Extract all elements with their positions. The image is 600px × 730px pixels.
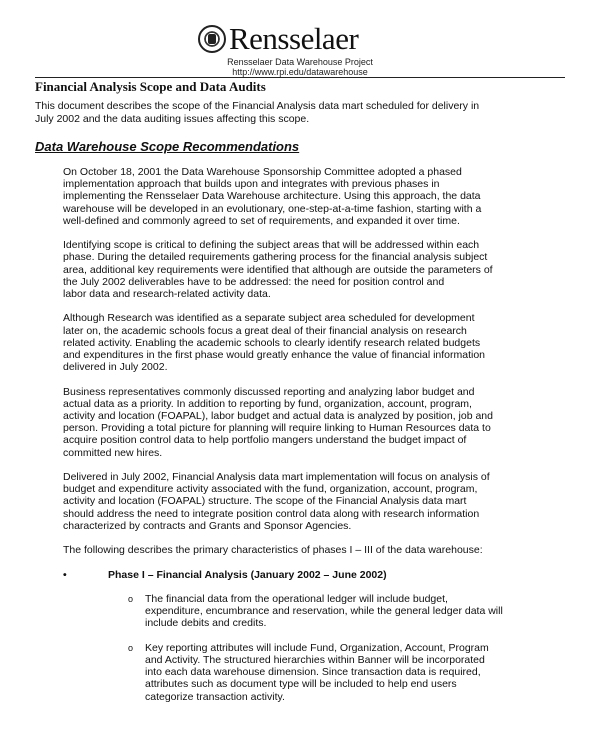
circle-bullet-icon: o bbox=[128, 642, 134, 653]
bullet-icon: • bbox=[63, 568, 67, 581]
body-paragraph bbox=[63, 544, 503, 556]
text-line: phase. During the detailed requirements gathering process for the financial analysis subject bbox=[63, 251, 488, 264]
text-line: related activity. Enabling the academic schools to clearly identify research related budgets bbox=[63, 336, 481, 349]
text-line: The financial data from the operational ledger will include budget, bbox=[145, 593, 448, 605]
header-divider bbox=[35, 77, 565, 78]
bullet-label: Phase I – Financial Analysis (January 2002 – June 2002) bbox=[108, 568, 387, 581]
text-line: On October 18, 2001 the Data Warehouse Sponsorship Committee adopted a phased bbox=[63, 166, 462, 178]
project-name: Rensselaer Data Warehouse Project bbox=[227, 57, 373, 67]
body-paragraph bbox=[63, 239, 503, 300]
text-line: later on, the academic schools focus a great deal of their financial analysis on research bbox=[63, 324, 467, 337]
bullet-phase-1 bbox=[63, 568, 503, 581]
document-title: Financial Analysis Scope and Data Audits bbox=[35, 79, 266, 94]
text-line: attributes such as document type will be included to help end users bbox=[145, 678, 457, 691]
text-line: categorize transaction activity. bbox=[145, 690, 285, 703]
text-line: Delivered in July 2002, Financial Analysis data mart implementation will focus on analysis of bbox=[63, 471, 490, 484]
seal-icon bbox=[198, 25, 226, 53]
text-line: activity and location (FOAPAL) structure. The scope of the Financial Analysis data mart bbox=[63, 495, 467, 508]
text-line: budget and expenditure activity associated with the fund, organization, account, program, bbox=[63, 483, 478, 496]
text-line: This document describes the scope of the Financial Analysis data mart scheduled for delivery in bbox=[35, 100, 480, 112]
text-line: should address the need to integrate position control data along with research information bbox=[63, 507, 480, 520]
text-line: implementation approach that builds upon and integrates with previous phases in bbox=[63, 178, 440, 191]
section-heading: Data Warehouse Scope Recommendations bbox=[35, 139, 300, 154]
text-line: actual data as a priority. In addition to reporting by fund, organization, account, program, bbox=[63, 397, 472, 410]
text-line: implementing the Rensselaer Data Warehouse architecture. Using this approach, the data bbox=[63, 190, 481, 203]
logo-wordmark: Rensselaer bbox=[229, 21, 359, 56]
text-line: Although Research was identified as a separate subject area scheduled for development bbox=[63, 312, 475, 325]
text-line: committed new hires. bbox=[63, 446, 163, 459]
project-url[interactable]: http://www.rpi.edu/datawarehouse bbox=[232, 67, 368, 77]
text-line: Business representatives commonly discussed reporting and analyzing labor budget and bbox=[63, 385, 475, 398]
text-line: characterized by contracts and Grants and Sponsor Agencies. bbox=[63, 519, 352, 532]
text-line: expenditure, encumbrance and reservation, while the general ledger data will bbox=[145, 605, 503, 618]
text-line: delivered in July 2002. bbox=[63, 361, 168, 374]
text-line: acquire position control data to help portfolio mangers understand the budget impact of bbox=[63, 434, 467, 447]
text-line: and Activity. The structured hierarchies within Banner will be incorporated bbox=[145, 654, 485, 666]
text-line: warehouse will be developed in an evolutionary, one-step-at-a-time fashion, starting with a bbox=[63, 202, 482, 215]
text-line: July 2002 and the data auditing issues affecting this scope. bbox=[35, 113, 310, 125]
text-line: person. Providing a total picture for planning will require linking to Human Resources data to bbox=[63, 422, 491, 435]
intro-paragraph bbox=[35, 100, 479, 126]
text-line: area, additional key requirements were identified that although are outside the parameters of bbox=[63, 263, 493, 276]
text-line: The following describes the primary characteristics of phases I – III of the data warehouse: bbox=[63, 544, 483, 557]
body-paragraph bbox=[63, 386, 503, 459]
rensselaer-logo bbox=[198, 21, 359, 56]
text-line: labor data and research-related activity data. bbox=[63, 288, 271, 301]
body-paragraph bbox=[63, 166, 503, 227]
sub-bullet-item bbox=[128, 641, 503, 703]
text-line: the July 2002 deliverables have to be addressed: the need for position control and bbox=[63, 275, 445, 288]
text-line: activity and location (FOAPAL), labor budget and actual data is analyzed by position, job and bbox=[63, 410, 493, 423]
body-paragraph bbox=[63, 471, 503, 532]
text-line: well-defined and commonly agreed to set of requirements, and expanded it over time. bbox=[63, 214, 460, 227]
text-line: and expenditures in the first phase would greatly enhance the value of financial information bbox=[63, 349, 486, 362]
text-line: include debits and credits. bbox=[145, 617, 267, 630]
text-line: Identifying scope is critical to defining the subject areas that will be addressed within each bbox=[63, 239, 480, 252]
body-paragraph bbox=[63, 312, 503, 373]
sub-bullet-item bbox=[128, 593, 503, 630]
document-body bbox=[63, 166, 503, 715]
circle-bullet-icon: o bbox=[128, 594, 134, 604]
text-line: Key reporting attributes will include Fund, Organization, Account, Program bbox=[145, 641, 489, 654]
text-line: into each data warehouse dimension. Since transaction data is required, bbox=[145, 666, 481, 679]
